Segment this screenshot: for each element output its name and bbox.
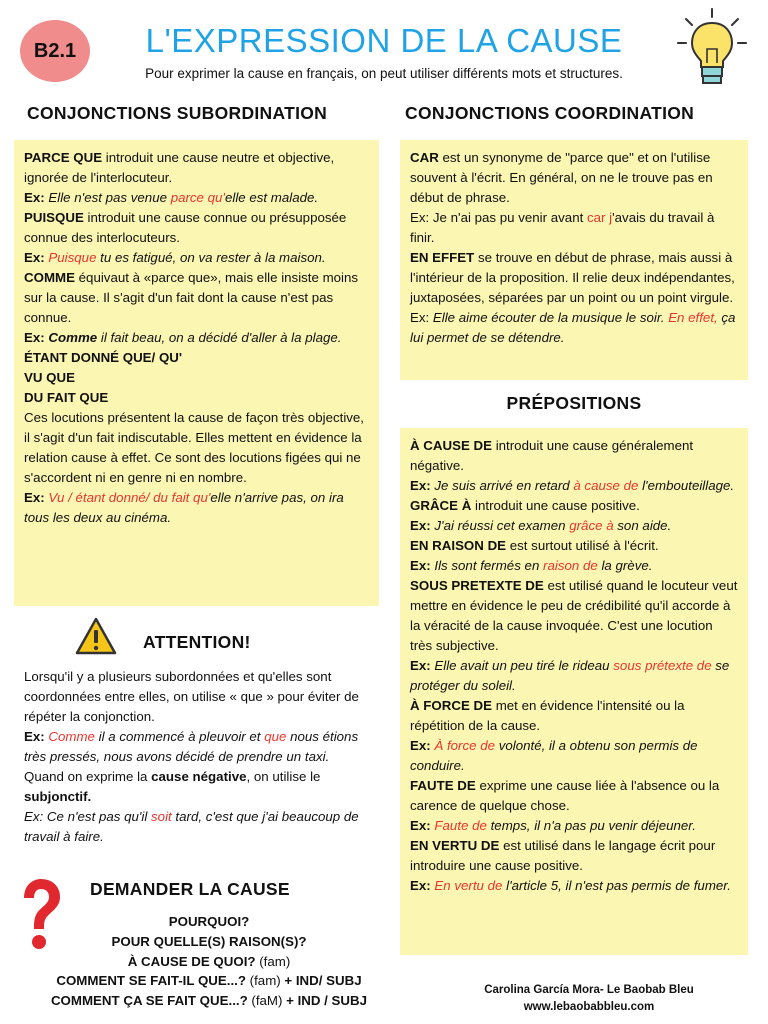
question-comment-se-fait-il: COMMENT SE FAIT-IL QUE...? (fam) + IND/ SUBJ <box>56 973 362 989</box>
footer <box>400 982 768 1016</box>
level-badge: B2.1 <box>20 20 90 82</box>
coordination-heading: CONJONCTIONS COORDINATION <box>405 103 695 123</box>
locution-term-1: ÉTANT DONNÉ QUE/ QU' <box>24 350 183 365</box>
negative-cause-paragraph: Quand on exprime la cause négative, on utilise le subjonctif. <box>24 769 321 804</box>
page-subtitle: Pour exprimer la cause en français, on peut utiliser différents mots et structures. <box>145 66 623 81</box>
coordination-box <box>400 140 748 380</box>
prepositions-heading: PRÉPOSITIONS <box>506 393 642 413</box>
attention-example: Ex: Comme il a commencé à pleuvoir et que nous étions très pressés, nous avons décidé de prendre un taxi. <box>24 729 359 764</box>
attention-text <box>24 667 376 847</box>
subordination-box <box>14 140 379 606</box>
subordination-heading: CONJONCTIONS SUBORDINATION <box>27 103 328 123</box>
parce-que-example: Ex: Elle n'est pas venue parce qu'elle est malade. <box>24 190 319 205</box>
preposition-item: EN RAISON DE est surtout utilisé à l'écrit. Ex: Ils sont fermés en raison de la grève. <box>410 538 659 573</box>
en-effet-block: EN EFFET se trouve en début de phrase, mais aussi à l'intérieur de la proposition. Il relie deux indépendantes, juxtaposées, séparées par un point ou un point virgule. <box>410 250 735 305</box>
question-pourquoi: POURQUOI? <box>168 914 250 929</box>
locutions-example: Ex: Vu / étant donné/ du fait qu'elle n'arrive pas, on ira tous les deux au cinéma. <box>24 490 344 525</box>
warning-icon <box>74 616 118 656</box>
puisque-block: PUISQUE introduit une cause connue ou présupposée connue des interlocuteurs. <box>24 210 347 245</box>
preposition-item: GRÂCE À introduit une cause positive. Ex: J'ai réussi cet examen grâce à son aide. <box>410 498 672 533</box>
comme-example: Ex: Comme il fait beau, on a décidé d'aller à la plage. <box>24 330 342 345</box>
car-example: Ex: Je n'ai pas pu venir avant car j'avais du travail à finir. <box>410 210 715 245</box>
locutions-definition: Ces locutions présentent la cause de façon très objective, il s'agit d'un fait indiscutable. Elles mettent en évidence la relation cause à effet. Ce sont des locutions figées qui ne s'accordent ni en genre ni en nombre. <box>24 410 365 485</box>
preposition-item: FAUTE DE exprime une cause liée à l'absence ou la carence de quelque chose. Ex: Faute de temps, il n'a pas pu venir déjeuner. <box>410 778 720 833</box>
locution-term-2: VU QUE <box>24 370 75 385</box>
demander-heading: DEMANDER LA CAUSE <box>90 879 290 899</box>
locution-term-3: DU FAIT QUE <box>24 390 109 405</box>
prepositions-box <box>400 428 748 955</box>
demander-questions <box>14 912 404 1011</box>
question-a-cause-de-quoi: À CAUSE DE QUOI? (fam) <box>127 953 291 969</box>
page-title: L'EXPRESSION DE LA CAUSE <box>145 22 623 59</box>
en-effet-example: Ex: Elle aime écouter de la musique le soir. En effet, ça lui permet de se détendre. <box>410 310 736 345</box>
footer-author: Carolina García Mora- Le Baobab Bleu <box>484 984 694 996</box>
negative-cause-example: Ex: Ce n'est pas qu'il soit tard, c'est que j'ai beaucoup de travail à faire. <box>24 809 359 844</box>
car-block: CAR est un synonyme de "parce que" et on l'utilise souvent à l'écrit. En général, on ne le trouve pas en début de phrase. <box>410 150 713 205</box>
preposition-item: À CAUSE DE introduit une cause généralement négative. Ex: Je suis arrivé en retard à cause de l'embouteillage. <box>410 438 735 493</box>
puisque-example: Ex: Puisque tu es fatigué, on va rester à la maison. <box>24 250 326 265</box>
attention-heading: ATTENTION! <box>143 632 251 652</box>
attention-paragraph: Lorsqu'il y a plusieurs subordonnées et qu'elles sont coordonnées entre elles, on utilise « que » pour éviter de répéter la conjonction. <box>24 669 359 724</box>
preposition-item: EN VERTU DE est utilisé dans le langage écrit pour introduire une cause positive. Ex: En vertu de l'article 5, il n'est pas permis de fumer. <box>410 838 731 893</box>
lightbulb-icon <box>672 5 752 90</box>
preposition-item: SOUS PRETEXTE DE est utilisé quand le locuteur veut mettre en évidence le peu de crédibilité qu'il accorde à la véracité de la cause invoquée. C'est une locution très subjective. Ex: Elle avait un peu tiré le rideau sous prétexte de se protéger du soleil. <box>410 578 738 693</box>
question-pour-quelle-raison: POUR QUELLE(S) RAISON(S)? <box>111 933 307 949</box>
parce-que-block: PARCE QUE introduit une cause neutre et objective, ignorée de l'interlocuteur. <box>24 150 335 185</box>
question-comment-ca-se-fait: COMMENT ÇA SE FAIT QUE...? (faM) + IND / SUBJ <box>50 993 368 1009</box>
footer-website[interactable]: www.lebaobabbleu.com <box>523 1001 655 1013</box>
preposition-item: À FORCE DE met en évidence l'intensité ou la répétition de la cause. Ex: À force de volonté, il a obtenu son permis de conduire. <box>410 698 698 773</box>
comme-block: COMME équivaut à «parce que», mais elle insiste moins sur la cause. Il s'agit d'un fait dont la cause n'est pas connue. <box>24 270 359 325</box>
